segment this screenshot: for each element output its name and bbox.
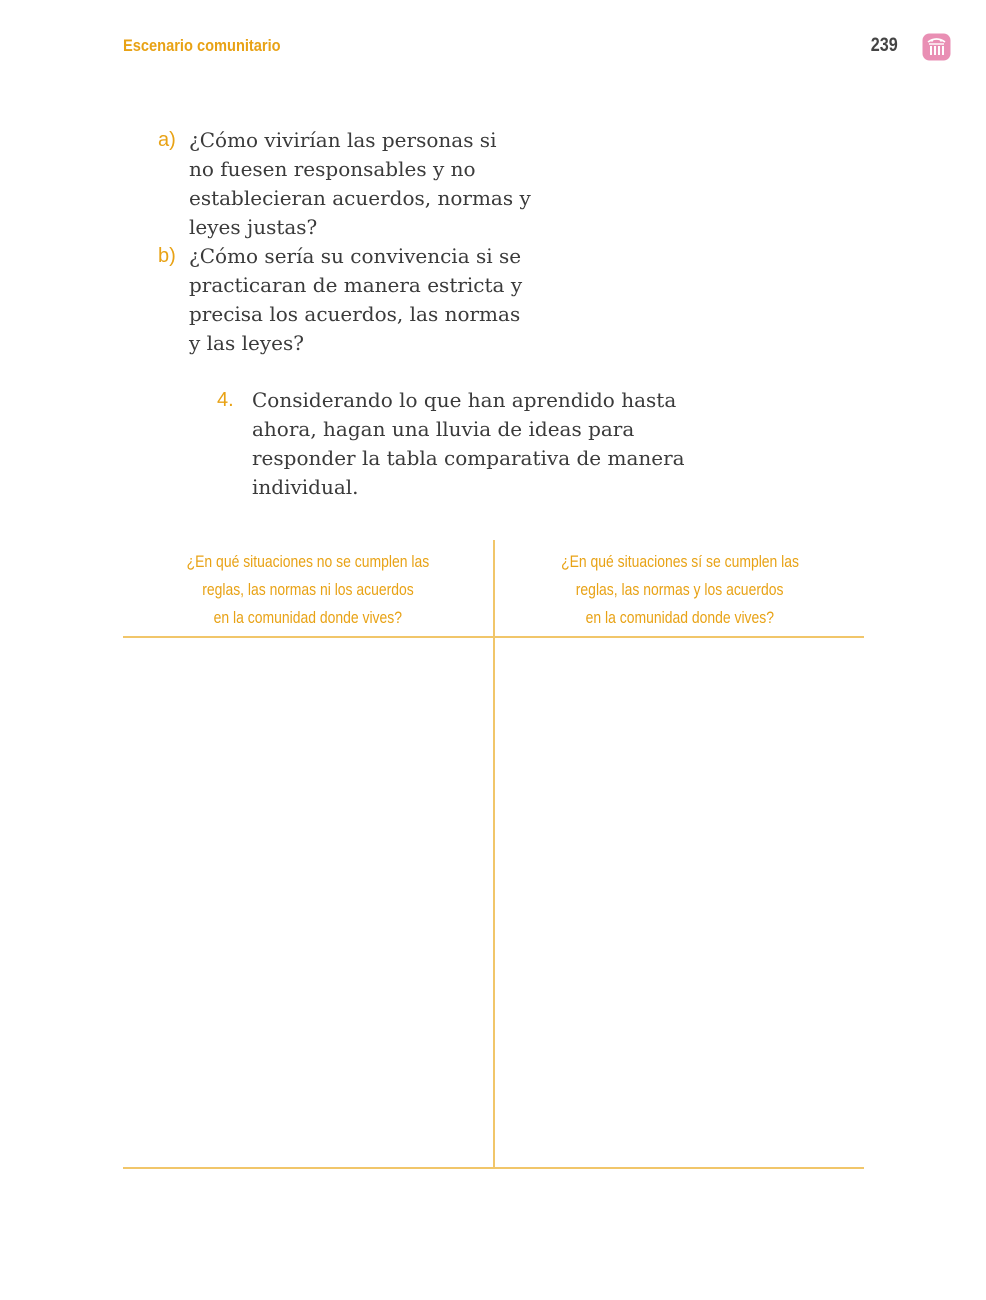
header-line: reglas, las normas y los acuerdos [576, 580, 784, 599]
question-line: practicaran de manera estricta y [189, 273, 523, 297]
question-line: ¿Cómo sería su convivencia si se [189, 244, 522, 268]
header-line: en la comunidad donde vives? [213, 608, 403, 627]
section-title: Escenario comunitario [123, 36, 281, 55]
question-line: no fuesen responsables y no [189, 157, 476, 181]
question-line: precisa los acuerdos, las normas [189, 302, 521, 326]
item-line: Considerando lo que han aprendido hasta [252, 388, 677, 412]
question-line: leyes justas? [189, 215, 318, 239]
question-letter: a) [158, 129, 176, 151]
item-line: responder la tabla comparativa de manera [252, 446, 685, 470]
right-column-header [495, 548, 865, 632]
header-line: en la comunidad donde vives? [585, 608, 775, 627]
header-line: ¿En qué situaciones no se cumplen las [186, 552, 430, 571]
comparison-table [123, 540, 864, 1170]
item-number: 4. [217, 389, 234, 411]
question-text [189, 242, 549, 358]
question-line: ¿Cómo vivirían las personas si [189, 128, 497, 152]
item-text [252, 386, 692, 502]
question-text [189, 126, 549, 242]
item-line: individual. [252, 475, 359, 499]
question-line: y las leyes? [189, 331, 304, 355]
question-letter: b) [158, 245, 176, 267]
page-number: 239 [871, 35, 898, 56]
question-line: establecieran acuerdos, normas y [189, 186, 531, 210]
header-line: reglas, las normas ni los acuerdos [202, 580, 414, 599]
left-answer-area[interactable] [123, 638, 493, 1167]
right-answer-area[interactable] [495, 638, 864, 1167]
table-bottom-line [123, 1167, 864, 1169]
left-column-header [123, 548, 493, 632]
codex-glyph-icon [922, 33, 951, 61]
item-line: ahora, hagan una lluvia de ideas para [252, 417, 635, 441]
header-line: ¿En qué situaciones sí se cumplen las [561, 552, 799, 571]
